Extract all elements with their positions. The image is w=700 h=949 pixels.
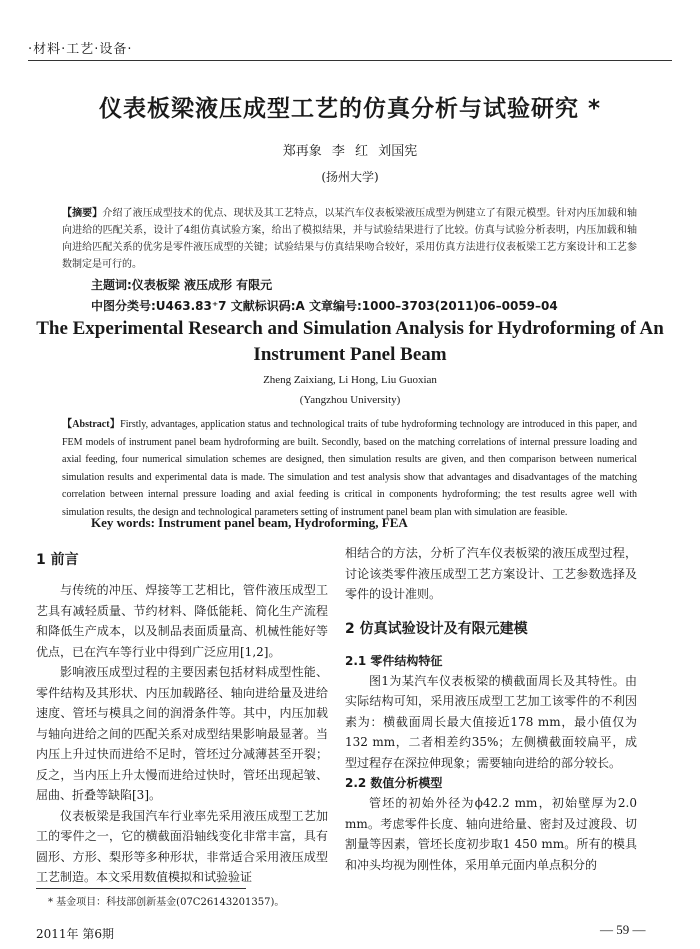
left-column xyxy=(36,550,328,888)
chinese-abstract-label: 【摘要】 xyxy=(62,208,103,219)
footnote-divider xyxy=(36,888,246,889)
chinese-title: 仪表板梁液压成型工艺的仿真分析与试验研究 * xyxy=(98,96,602,122)
section-2-2-paragraph: 管坯的初始外径为ϕ42.2 mm，初始壁厚为2.0 mm。考虑零件长度、轴向进给量、密封及过渡段、切割量等因素，管坯长度初步取1 450 mm。所有的模具和冲头均视为刚性体，采用单元面内单点积分的 xyxy=(345,796,637,872)
section-1-paragraph-1: 与传统的冲压、焊接等工艺相比，管件液压成型工艺具有减轻质量、节约材料、降低能耗、简化生产流程和降低生产成本，以及制品表面质量高、机械性能好等优点，已在汽车等行业中得到广泛应用[1,2]。 xyxy=(36,583,328,659)
page-number: — 59 — xyxy=(600,922,646,937)
english-abstract xyxy=(62,416,637,521)
section-2-heading: 2 仿真试验设计及有限元建模 xyxy=(345,620,528,637)
english-affiliation: (Yangzhou University) xyxy=(299,394,401,406)
english-title: The Experimental Research and Simulation Analysis for Hydroforming of An Instrument Panel Beam xyxy=(36,318,664,365)
classification-line: 中图分类号:U463.83⁺7 文献标识码:A 文章编号:1000–3703(2011)06–0059–04 xyxy=(91,299,558,313)
section-header-tag: ·材料·工艺·设备· xyxy=(28,42,133,57)
chinese-authors: 郑再象 李 红 刘国宪 xyxy=(282,144,418,159)
section-2-1-heading: 2.1 零件结构特征 xyxy=(345,653,443,668)
english-abstract-label: 【Abstract】 xyxy=(62,419,121,430)
section-1-heading: 1 前言 xyxy=(36,552,79,568)
section-2-2-heading: 2.2 数值分析模型 xyxy=(345,776,443,790)
header-divider xyxy=(28,60,672,61)
section-1-paragraph-3: 仪表板梁是我国汽车行业率先采用液压成型工艺加工的零件之一，它的横截面沿轴线变化非常丰富，具有圆形、方形、梨形等多种形状，非常适合采用液压成型工艺制造。本文采用数值模拟和试验验证 xyxy=(36,808,328,884)
issue-label: 2011年 第6期 xyxy=(36,927,114,941)
english-keywords: Key words: Instrument panel beam, Hydroforming, FEA xyxy=(91,515,408,530)
chinese-affiliation: (扬州大学) xyxy=(321,170,379,184)
section-2-1-paragraph: 图1为某汽车仪表板梁的横截面周长及其特性。由实际结构可知，采用液压成型工艺加工该零件的不利因素为：横截面周长最大值接近178 mm，最小值仅为132 mm，二者相差约35%；左侧横截面较扁平，成型过程存在深拉伸现象；需要轴向进给的部分较长。 xyxy=(345,673,637,770)
chinese-abstract-text: 介绍了液压成型技术的优点、现状及其工艺特点，以某汽车仪表板梁液压成型为例建立了有限元模型。针对内压加载和轴向进给的匹配关系，设计了4组仿真试验方案，给出了模拟结果，并与试验结果进行了比较。仿真与试验分析表明，内压加载和轴向进给匹配关系的优劣是零件液压成型的关键；试验结果与仿真结果吻合较好，采用仿真方法进行仪表板梁工艺方案设计和工艺参数制定是可行的。 xyxy=(62,208,638,270)
chinese-keywords: 主题词:仪表板梁 液压成形 有限元 xyxy=(91,278,273,292)
chinese-abstract xyxy=(62,205,637,273)
section-1-continuation: 相结合的方法，分析了汽车仪表板梁的液压成型过程，讨论该类零件液压成型工艺方案设计、工艺参数选择及零件的设计准则。 xyxy=(345,546,637,601)
section-1-paragraph-2: 影响液压成型过程的主要因素包括材料成型性能、零件结构及其形状、内压加载路径、轴向进给量及进给速度、管坯与模具之间的润滑条件等。其中，内压加载与轴向进给之间的匹配关系对成型结果影响最显著。当内压上升过快而进给不足时，管坯过分减薄甚至开裂；反之，当内压上升太慢而进给过快时，管坯出现起皱、屈曲、折叠等缺陷[3]。 xyxy=(36,665,328,802)
english-authors: Zheng Zaixiang, Li Hong, Liu Guoxian xyxy=(263,374,437,386)
right-column xyxy=(345,543,637,875)
funding-footnote: * 基金项目：科技部创新基金(07C26143201357)。 xyxy=(48,897,285,908)
english-abstract-text: Firstly, advantages, application status and technological traits of tube hydroforming technology are introduced in this paper, and FEM models of instrument panel beam hydroforming are built. Secondly, based on the matching correlations of internal pressure loading and axial feeding, four numerical simulation schemes are designed, then simulation results are given, and then comparison between numerical simulation results and experimental data is made. The simulation and test analysis show that advantages and disadvantages of the matching correlation between internal pressure loading and axial feeding is critical in components hydroforming; the test results agree well with simulation results, the design and technological parameters setting of instrument panel beam plan with simulation are feasible. xyxy=(62,419,638,518)
